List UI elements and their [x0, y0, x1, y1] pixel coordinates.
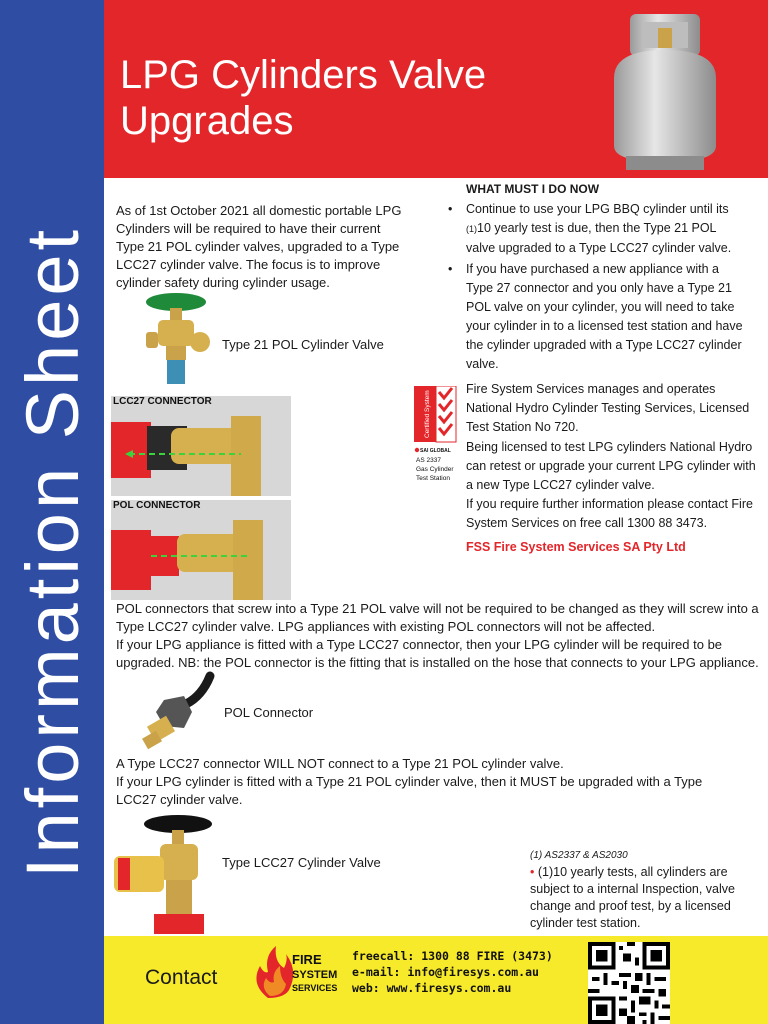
pol-connector-caption: POL Connector	[224, 705, 314, 720]
footnote-text: (1)10 yearly tests, all cylinders are subject to a internal Inspection, valve change and proof test, by a licensed cylinder test station.	[530, 865, 735, 930]
intro-paragraph: As of 1st October 2021 all domestic portable LPG Cylinders will be required to have their current Type 21 POL cylinder valves, upgraded to a Type LCC27 cylinder valve. The focus is to improve cylinder safety during cylinder usage.	[116, 203, 402, 290]
fss-info	[466, 380, 756, 533]
type21-caption: Type 21 POL Cylinder Valve	[222, 337, 384, 352]
footnote-ref: (1)	[466, 224, 477, 234]
type21-valve-image	[140, 292, 212, 388]
lcc27-caption: Type LCC27 Cylinder Valve	[222, 855, 381, 870]
pol-connector-photo-label: POL CONNECTOR	[113, 500, 201, 511]
web-link[interactable]: web: www.firesys.com.au	[352, 981, 512, 995]
pol-para-line-1: POL connectors that screw into a Type 21 POL valve will not be required to be changed as they will screw into a Type LCC27 cylinder valve. LPG appliances with existing POL connectors will not be affected.	[116, 601, 759, 634]
fss-para-1: Fire System Services manages and operates National Hydro Cylinder Testing Services, Licensed Test Station No 720.	[466, 382, 750, 434]
what-must-heading: WHAT MUST I DO NOW	[466, 182, 600, 196]
logo-line-2: SYSTEM	[292, 969, 338, 981]
footnote	[530, 864, 750, 932]
warn-line-2: If your LPG cylinder is fitted with a Type 21 POL cylinder valve, then it MUST be upgraded with a Type LCC27 cylinder valve.	[116, 774, 703, 807]
pol-paragraph	[116, 600, 761, 672]
warning-paragraph	[116, 755, 716, 809]
pol-connector-photo	[111, 500, 291, 600]
cert-line-4: Gas Cylinder	[416, 466, 454, 473]
lcc27-connector-photo	[111, 396, 291, 496]
fss-signature: FSS Fire System Services SA Pty Ltd	[466, 540, 686, 554]
bullet-icon: •	[530, 865, 535, 879]
contact-details	[352, 948, 553, 996]
fire-system-services-logo	[250, 944, 350, 1000]
pol-connector-image	[140, 670, 220, 754]
title-line-1: LPG Cylinders Valve	[120, 53, 487, 97]
certified-system-badge	[414, 386, 462, 486]
logo-line-1: FIRE	[292, 952, 322, 967]
cert-line-1: Certified System	[424, 390, 431, 438]
qr-code[interactable]	[588, 942, 670, 1024]
gas-cylinder-image	[600, 6, 730, 172]
lcc27-valve-image	[114, 812, 224, 934]
email-link[interactable]: e-mail: info@firesys.com.au	[352, 965, 539, 979]
cert-line-2: SAI GLOBAL	[420, 448, 451, 454]
sidebar-title: Information Sheet	[10, 225, 94, 879]
bullet-icon: •	[448, 262, 453, 276]
fss-para-3: If you require further information please contact Fire System Services on free call 1300 88 3473.	[466, 497, 753, 530]
page-title	[120, 52, 600, 144]
pol-para-line-2: If your LPG appliance is fitted with a Type LCC27 connector, then your LPG cylinder will be required to be upgraded. NB: the POL connector is the fitting that is installed on the hose that connects to your LPG appliance.	[116, 637, 759, 670]
bullet-icon: •	[448, 202, 453, 216]
title-line-2: Upgrades	[120, 99, 294, 143]
fss-para-2: Being licensed to test LPG cylinders National Hydro can retest or upgrade your current LPG cylinder with a new Type LCC27 cylinder valve.	[466, 440, 756, 492]
warn-line-1: A Type LCC27 connector WILL NOT connect to a Type 21 POL cylinder valve.	[116, 756, 564, 771]
freecall-text: freecall: 1300 88 FIRE (3473)	[352, 949, 553, 963]
cert-line-3: AS 2337	[416, 457, 441, 464]
lcc27-connector-label: LCC27 CONNECTOR	[113, 396, 212, 407]
cert-line-5: Test Station	[416, 475, 450, 482]
contact-label: Contact	[145, 966, 218, 989]
footnote-reference: (1) AS2337 & AS2030	[530, 850, 628, 861]
logo-line-3: SERVICES	[292, 983, 338, 993]
